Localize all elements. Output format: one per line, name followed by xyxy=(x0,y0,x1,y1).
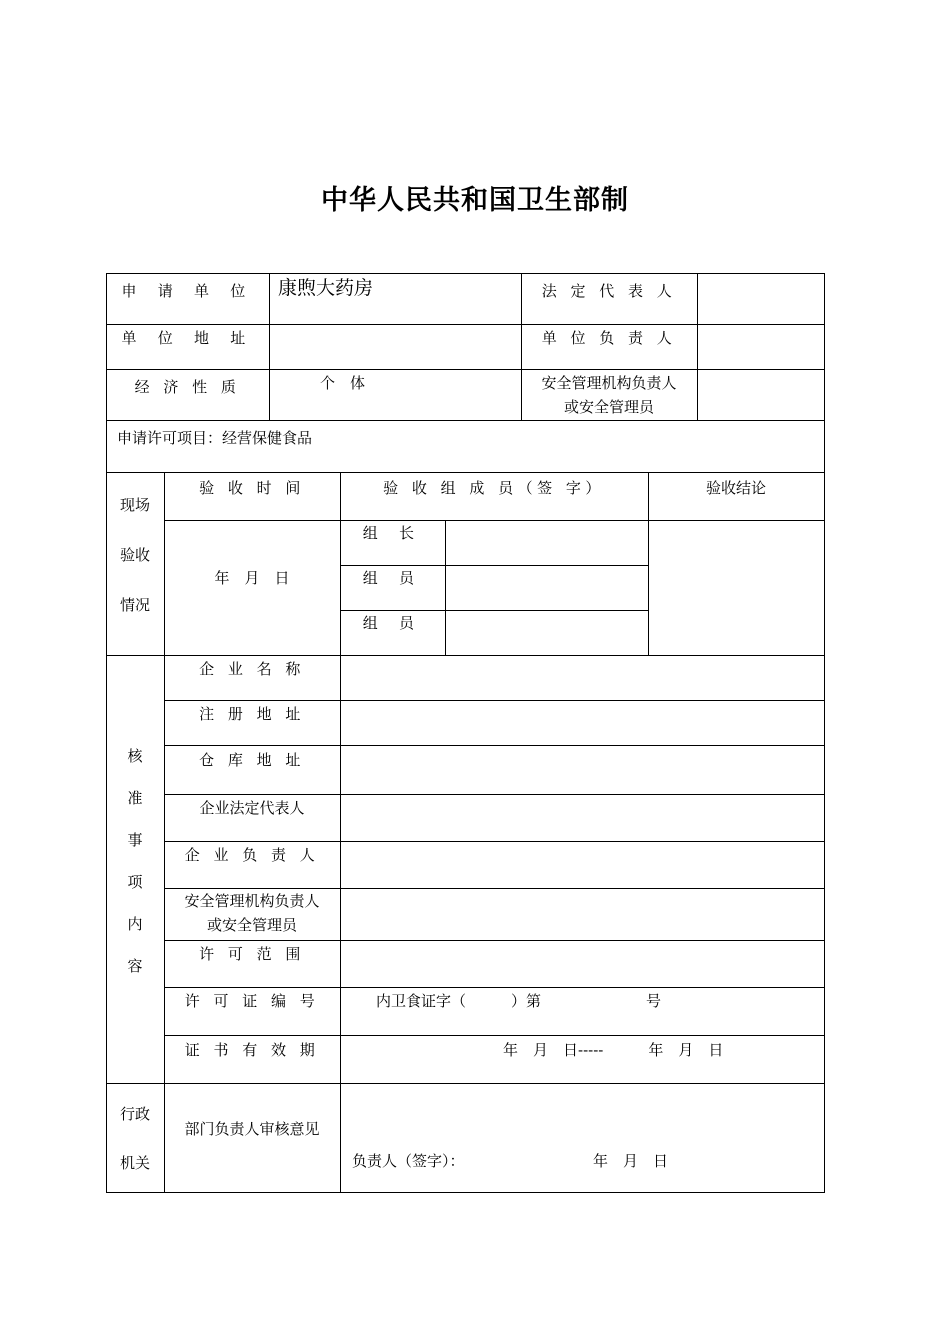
signature-date[interactable]: 年 月 日 xyxy=(593,1152,669,1170)
inspection-side-2: 验收 xyxy=(119,546,150,564)
inspection-time-header: 验 收 时 间 xyxy=(199,479,305,497)
warehouse-address-label: 仓 库 地 址 xyxy=(199,751,305,769)
dept-opinion-label: 部门负责人审核意见 xyxy=(184,1120,320,1138)
registered-address-label: 注 册 地 址 xyxy=(199,705,305,723)
inspection-conclusion-header: 验收结论 xyxy=(705,479,766,497)
signature-label[interactable]: 负责人（签字）： xyxy=(352,1152,465,1170)
admin-side-2: 机关 xyxy=(119,1154,150,1172)
approval-side-char-1: 核 xyxy=(127,747,143,765)
license-number-value[interactable]: 内卫食证字（ ）第 号 xyxy=(376,992,662,1010)
safety-manager-label-line1: 安全管理机构负责人 xyxy=(541,374,677,392)
admin-side-1: 行政 xyxy=(119,1105,150,1123)
page-title: 中华人民共和国卫生部制 xyxy=(321,185,629,216)
company-head-label: 企 业 负 责 人 xyxy=(184,846,320,864)
inspection-side-1: 现场 xyxy=(119,496,150,514)
validity-value[interactable]: 年 月 日----- 年 月 日 xyxy=(503,1041,724,1059)
economic-nature-label: 经 济 性 质 xyxy=(134,378,241,396)
unit-head-label: 单 位 负 责 人 xyxy=(541,329,677,347)
applicant-value[interactable]: 康煦大药房 xyxy=(278,277,374,299)
approval-safety-label-line2: 或安全管理员 xyxy=(206,916,297,934)
approval-side-char-6: 容 xyxy=(127,957,143,975)
inspection-date[interactable]: 年 月 日 xyxy=(214,569,290,587)
permit-scope-label: 许 可 范 围 xyxy=(199,945,305,963)
economic-nature-value[interactable]: 个 体 xyxy=(320,374,366,392)
approval-side-char-3: 事 xyxy=(127,831,143,849)
approval-safety-label-line1: 安全管理机构负责人 xyxy=(184,892,320,910)
approval-side-char-2: 准 xyxy=(127,789,143,807)
address-label: 单 位 地 址 xyxy=(121,329,254,347)
company-legal-rep-label: 企业法定代表人 xyxy=(199,799,305,817)
validity-label: 证 书 有 效 期 xyxy=(184,1041,320,1059)
approval-side-char-5: 内 xyxy=(127,915,143,933)
group-member-label-2: 组 员 xyxy=(362,614,423,632)
safety-manager-label-line2: 或安全管理员 xyxy=(563,398,654,416)
permit-item: 申请许可项目：经营保健食品 xyxy=(117,429,313,447)
inspection-side-3: 情况 xyxy=(119,596,150,614)
license-number-label: 许 可 证 编 号 xyxy=(184,992,320,1010)
inspection-members-header: 验 收 组 成 员（签 字） xyxy=(383,479,605,497)
company-name-label: 企 业 名 称 xyxy=(199,660,305,678)
legal-rep-label: 法 定 代 表 人 xyxy=(541,282,677,300)
approval-side-char-4: 项 xyxy=(127,873,143,891)
group-leader-label: 组 长 xyxy=(362,524,423,542)
group-member-label-1: 组 员 xyxy=(362,569,423,587)
applicant-label: 申 请 单 位 xyxy=(121,282,254,300)
